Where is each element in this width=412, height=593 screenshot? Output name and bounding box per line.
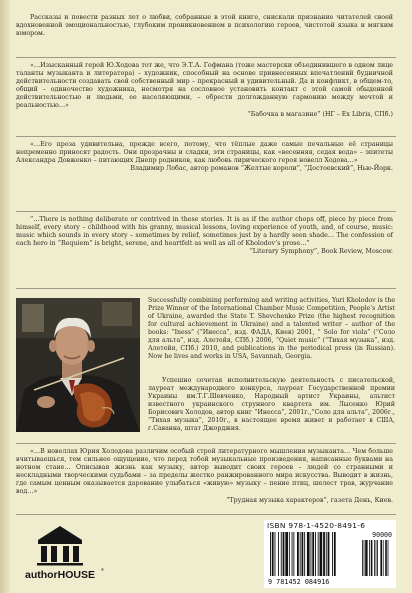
divider-rule (16, 288, 396, 289)
spine-shadow (0, 0, 10, 593)
publisher-logo (16, 522, 104, 582)
review-quote-2-source: Владимир Лобас, автор романов “Желтые короли”, “Достоевский”, Нью-Йорк. (130, 165, 393, 173)
isbn-number: ISBN 978-1-4520-8491-6 (267, 521, 366, 530)
review-quote-2 (16, 141, 393, 173)
author-photo (16, 298, 140, 432)
author-bio-english-text: Successfully combining performing and writing activities, Yuri Kholodov is the Prize Winner of the International Chamber Music Competition, People’s Artist of Ukraine, awarded the State T. Shevchenko Prize (the highest recognition for cultural achievement in Ukraine) and a talented writer – author of the books: “Iness” (“Инесса”, изд. ФАДА, Киев) 2001, “ Solo for viola” (“Соло для альта”, изд. Алетейя, СПб.) 2006, “Quiet music” (“Тихая музыка”, изд. Алетейя, СПб.) 2010, and publications in the periodical press (in Russian). Now he lives and works in USA, Savannah, Georgia. (148, 297, 395, 360)
review-quote-2-text: «…Его проза удивительна, прежде всего, потому, что тёплые даже самые печальные её страницы непременно приносят радость. Они прозрачны и сладки, эти страницы, как «весенняя, седая вода» – эпитеты Александра Довженко – питающих Днепр родников, как любовь лирического героя новелл Ходова…» (16, 141, 393, 165)
author-bio-russian-text: Успешно сочетая исполнительскую деятельность с писательской, лауреат международного конкурса, лауреат Государственной премии Украины им.Т.Г.Шевченко, Народный артист Украины, альтист известного украинского струнного квартета им. Лысенко Юрий Борисович Холодов, автор книг “Инесса”, 2001г.,“Соло для альта”, 2006г., “Тихая музыка”, 2010г., в настоящее время живет и работает в США, г.Саванна, штат Джорджия. (148, 377, 395, 432)
divider-rule (16, 443, 396, 444)
divider-rule (16, 211, 396, 212)
review-quote-4-text: «…В новеллах Юрия Холодова различим особый строй литературного мышления музыканта… Чем больше вчитываешься, тем сильнее ощущение, что перед тобой музыкальные произведения, написанные буквами на нотном стане… Описывая жизнь как музыку, автор выводит своих героев – людей со странными и нескладными творческими судьбами – за пределы жестко ранжированного мира искусства. Выводит в жизнь, где самым ценным оказывается дарование улыбаться «живую» музыку – пение птиц, шелест трав, журчание вод…» (16, 448, 393, 496)
intro-paragraph (16, 14, 393, 38)
price-code: 90000 (372, 531, 392, 539)
barcode-digits: 9 781452 084916 (268, 578, 330, 586)
divider-rule (16, 514, 396, 515)
review-quote-1-source: “Бабочка в магазине” (НГ – Ex Libris, СПб.) (247, 110, 393, 118)
trademark-symbol: ® (101, 567, 104, 572)
review-quote-4-source: “Трудная музыка характеров”, газета День, Киев. (226, 496, 393, 504)
isbn-barcode (264, 520, 396, 588)
review-quote-3-text: “…There is nothing deliberate or contrived in these stories. It is as if the author chops off, piece by piece from himself, every story – childhood with his granny, musical lessons, loving experience of youth, and, of course, music: music which sounds in every story – sometimes by relief, sometimes just by a hardly seen shade… The confession of each hero in “Requiem” is bright, serene, and heartfelt as well as all of Kholodov’s prose…” (16, 216, 393, 248)
review-quote-4 (16, 448, 393, 505)
divider-rule (16, 136, 396, 137)
intro-text: Рассказы и повести разных лет о любви, собранные в этой книге, снискали признание читателей своей вдохновенной эмоциональностью, глубоким проникновением в психологию героев, чистотой языка и мягким юмором. (16, 14, 393, 38)
house-icon (16, 522, 104, 582)
author-bio-russian (148, 377, 395, 433)
review-quote-1 (16, 62, 393, 119)
divider-rule (16, 57, 396, 58)
review-quote-1-text: «…Изысканный герой Ю.Ходова тот же, что Э.Т.А. Гофмана (тоже мастерски объединившего в одном лице таланты музыканта и литератора) – художник, способный на основе привнесенных впечатлений будничной действительности создавать свой собственный мир – прекрасный и удивительный. Да и конфликт, в общем-то, общий – одиночество художника, несмотря на сословное установить контакт с этой самой обыденной действительностью и людьми, ее населяющими, – обрести долгожданную гармонию между мечтой и реальностью…» (16, 62, 393, 110)
author-bio-english (148, 297, 395, 361)
review-quote-3-source: “Literary Symphony”, Book Review, Moscow. (249, 248, 393, 256)
review-quote-3 (16, 216, 393, 256)
publisher-name: authorHOUSE (24, 569, 96, 581)
